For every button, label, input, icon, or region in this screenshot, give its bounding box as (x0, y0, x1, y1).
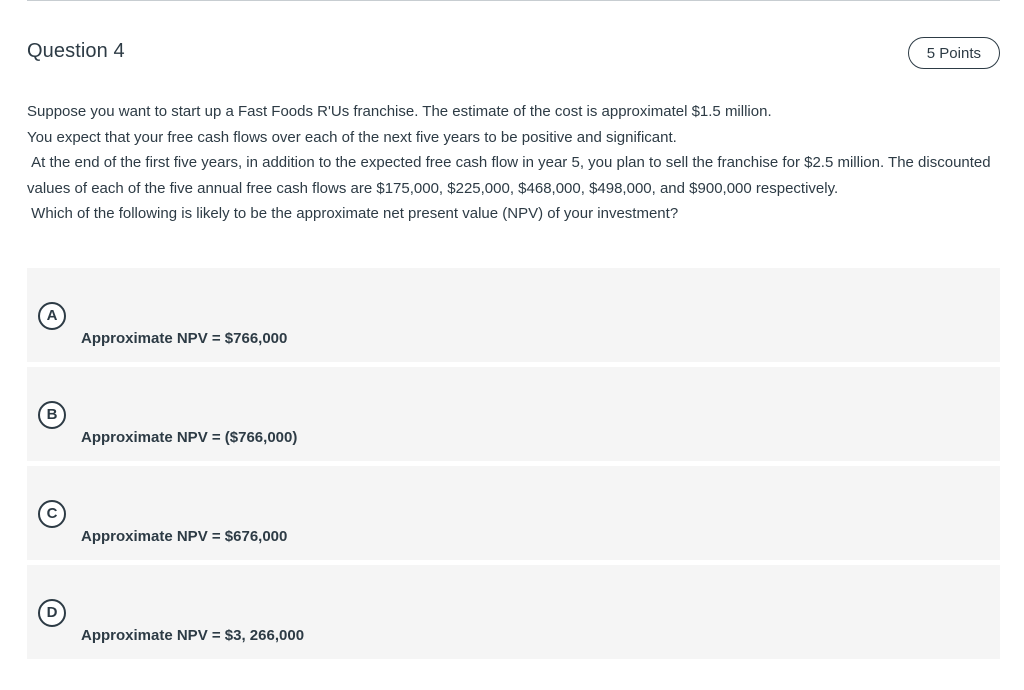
question-paragraph: At the end of the first five years, in addition to the expected free cash flow in year 5, you plan to sell the franchise for $2.5 million. The discounted values of each of the five annual free cash flows are $175,000, $225,000, $468,000, $498,000, and $900,000 respectively. (27, 154, 995, 197)
question-paragraph: Suppose you want to start up a Fast Foods R'Us franchise. The estimate of the cost is approximatel $1.5 million. (27, 103, 772, 120)
points-badge: 5 Points (908, 37, 1000, 69)
answer-list (27, 268, 1000, 664)
answer-option-c[interactable] (27, 466, 1000, 560)
question-paragraph: Which of the following is likely to be the approximate net present value (NPV) of your investment? (27, 205, 679, 222)
answer-text: Approximate NPV = $766,000 (81, 330, 288, 347)
question-header (27, 36, 1000, 72)
answer-text: Approximate NPV = $676,000 (81, 528, 288, 545)
answer-option-d[interactable] (27, 565, 1000, 659)
answer-text: Approximate NPV = $3, 266,000 (81, 627, 305, 644)
option-letter-badge: D (38, 599, 66, 627)
question-text (27, 99, 995, 227)
answer-option-a[interactable] (27, 268, 1000, 362)
question-title: Question 4 (27, 40, 125, 62)
answer-option-b[interactable] (27, 367, 1000, 461)
answer-text: Approximate NPV = ($766,000) (81, 429, 298, 446)
question-paragraph: You expect that your free cash flows over each of the next five years to be positive and significant. (27, 128, 677, 146)
option-letter-badge: A (38, 302, 66, 330)
top-divider (27, 0, 1000, 1)
option-letter-badge: C (38, 500, 66, 528)
option-letter-badge: B (38, 401, 66, 429)
